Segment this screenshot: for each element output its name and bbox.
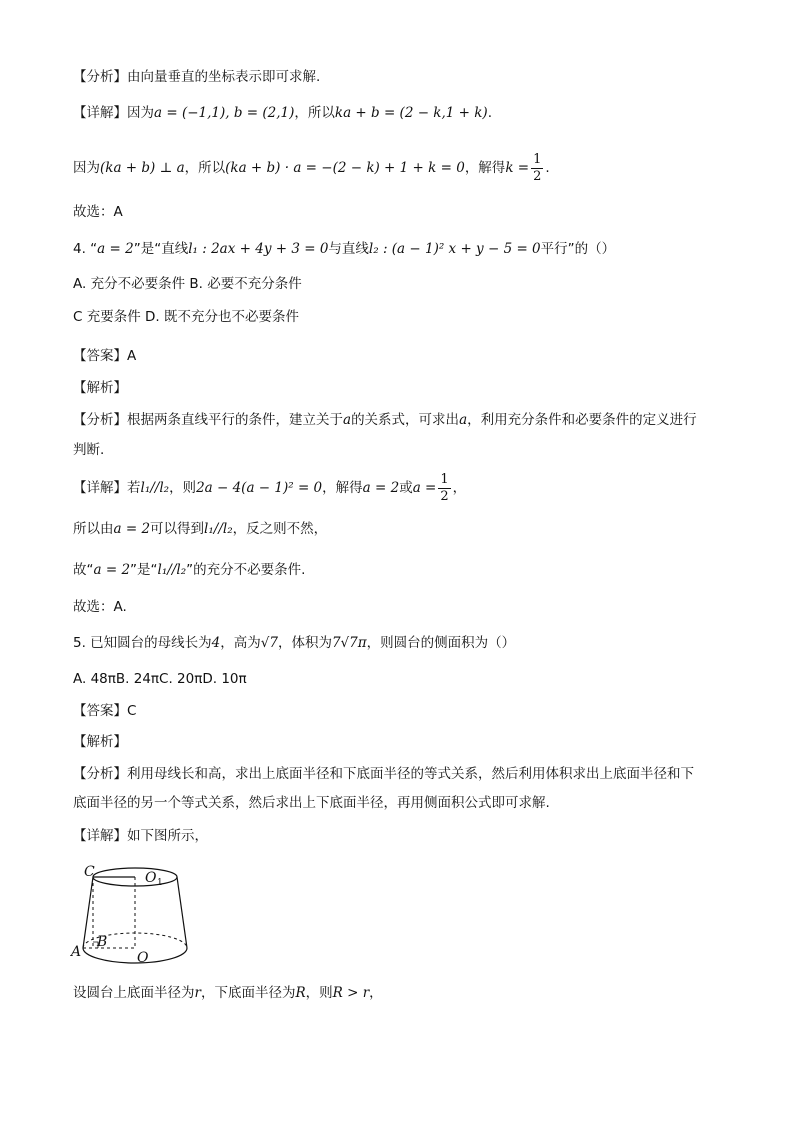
label-o1: O	[145, 870, 157, 886]
detail-line-2: 因为(ka + b) ⊥ a，所以(ka + b) · a = −(2 − k) + 1 + k = 0，解得k = $\frac{1}{2}$ .	[73, 151, 550, 184]
label-o: O	[137, 950, 149, 966]
fraction-one-half-q4: $\frac{1}{2}$	[440, 471, 449, 504]
analysis-line-1: 【分析】由向量垂直的坐标表示即可求解.	[73, 69, 321, 85]
label-a: A	[71, 944, 82, 960]
label-c: C	[84, 864, 95, 880]
question-4: 4. “a = 2”是“直线l₁ : 2ax + 4y + 3 = 0与直线l₂ : (a − 1)² x + y − 5 = 0平行”的（）	[73, 241, 616, 257]
q4-detail-2: 所以由a = 2可以得到l₁//l₂，反之则不然，	[73, 521, 328, 537]
detail-line-1: 【详解】因为a = (−1,1), b = (2,1)，所以ka + b = (2 − k,1 + k).	[73, 105, 492, 121]
q4-analysis: 【分析】根据两条直线平行的条件，建立关于a的关系式，可求出a，利用充分条件和必要条件的定义进行	[73, 412, 697, 428]
question-5: 5. 已知圆台的母线长为4，高为√7，体积为7√7π，则圆台的侧面积为（）	[73, 635, 516, 651]
q4-options-cd: C 充要条件 D. 既不充分也不必要条件	[73, 309, 299, 325]
q5-analysis: 【分析】利用母线长和高，求出上底面半径和下底面半径的等式关系，然后利用体积求出上底面半径和下	[73, 766, 694, 782]
q5-options: A. 48πB. 24πC. 20πD. 10π	[73, 671, 247, 687]
answer-choice-line: 故选：A	[73, 204, 123, 220]
q4-answer: 【答案】A	[73, 348, 137, 364]
q4-detail: 【详解】若l₁//l₂，则2a − 4(a − 1)² = 0，解得a = 2或a = $\frac{1}{2}$ ，	[73, 471, 467, 504]
q4-analysis-cont: 判断.	[73, 442, 105, 458]
q4-options-ab: A. 充分不必要条件 B. 必要不充分条件	[73, 276, 302, 292]
q5-detail-intro: 【详解】如下图所示，	[73, 828, 208, 844]
q4-choice: 故选：A.	[73, 599, 127, 615]
q5-setup: 设圆台上底面半径为r，下底面半径为R，则R > r，	[73, 985, 383, 1001]
fraction-one-half: $\frac{1}{2}$	[533, 151, 542, 184]
label-o1-subscript: 1	[157, 878, 163, 888]
q4-conclusion: 故“a = 2”是“l₁//l₂”的充分不必要条件.	[73, 562, 306, 578]
q4-explanation-heading: 【解析】	[73, 380, 127, 396]
q5-analysis-cont: 底面半径的另一个等式关系，然后求出上下底面半径，再用侧面积公式即可求解.	[73, 795, 550, 811]
frustum-figure	[70, 858, 220, 968]
q5-answer: 【答案】C	[73, 703, 137, 719]
q5-explanation-heading: 【解析】	[73, 734, 127, 750]
label-b: B	[97, 934, 108, 950]
